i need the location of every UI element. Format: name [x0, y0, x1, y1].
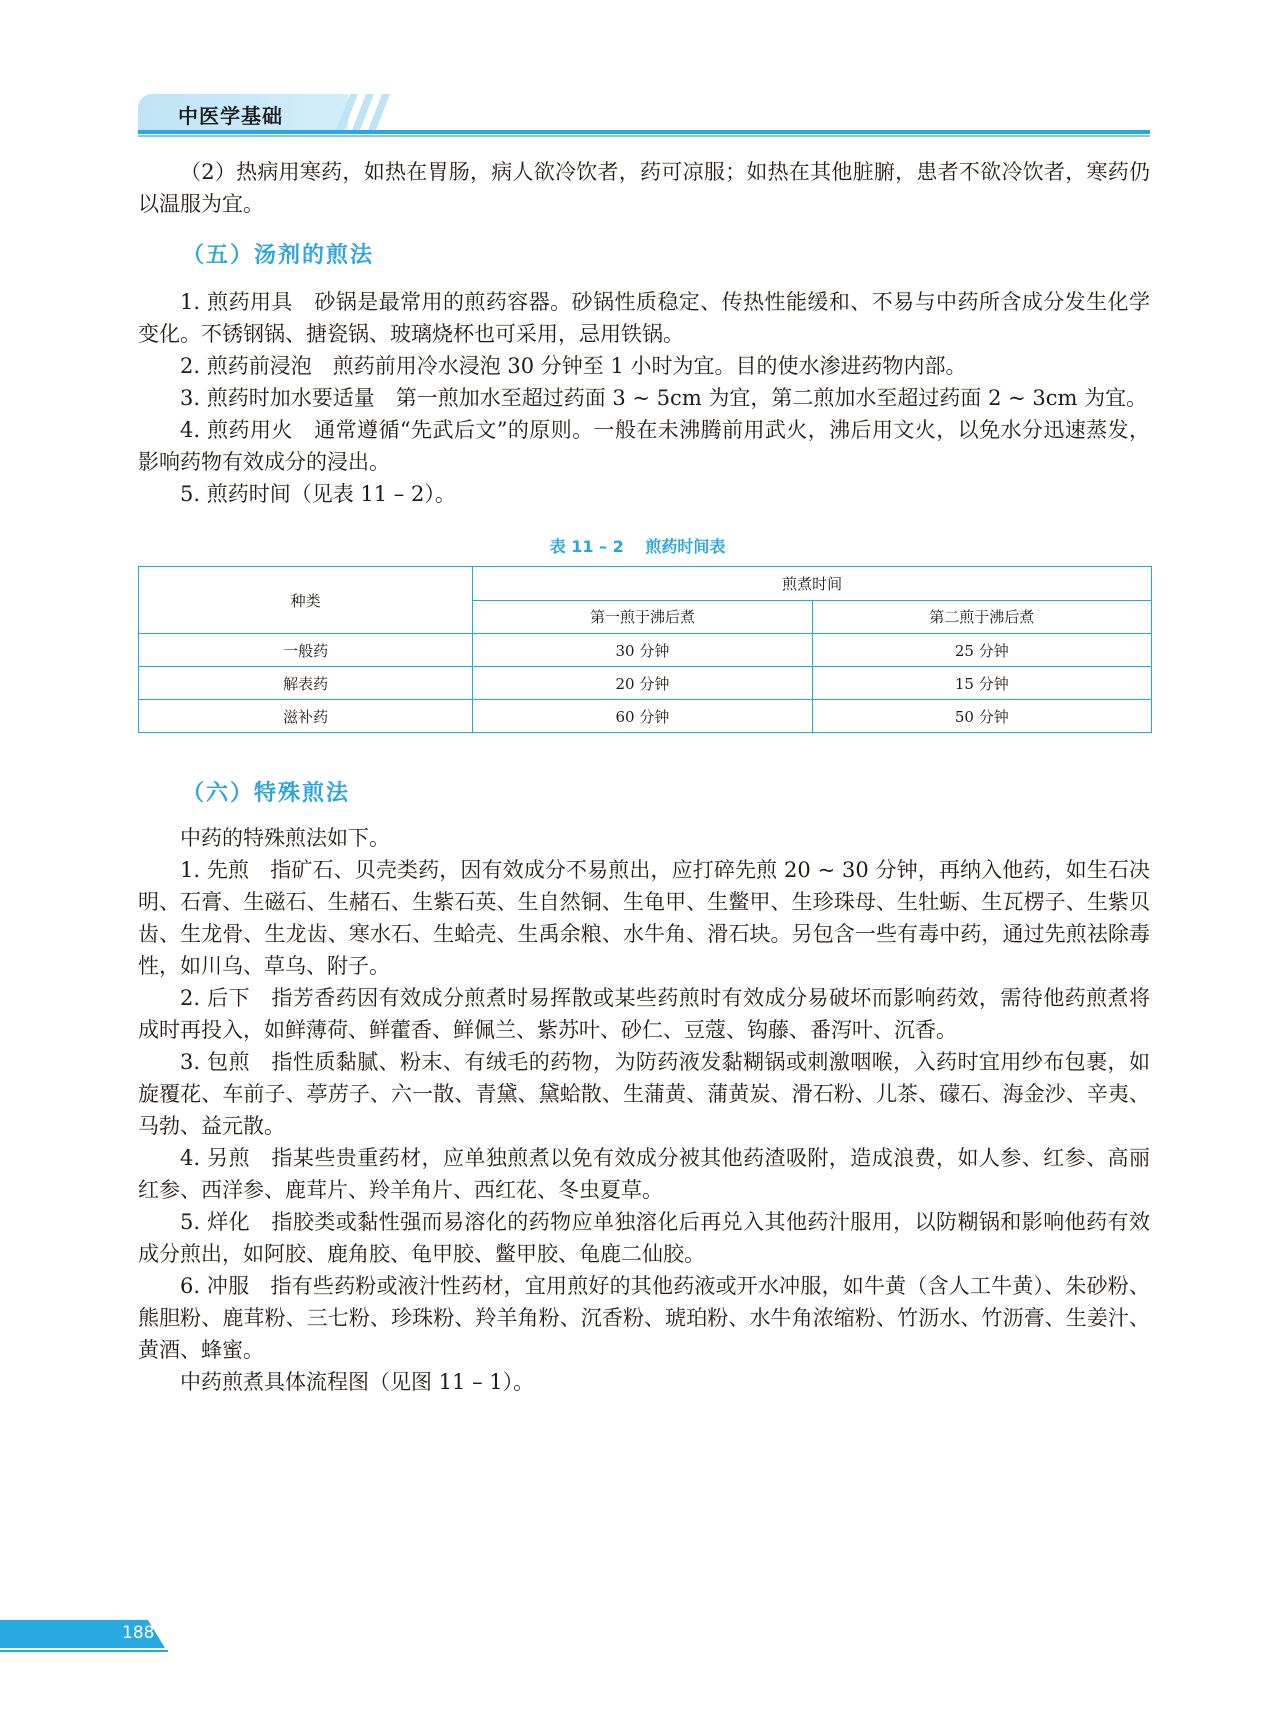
- paragraph: 4. 煎药用火 通常遵循“先武后文”的原则。一般在未沸腾前用武火，沸后用文火，以免水分迅速蒸发，影响药物有效成分的浸出。: [138, 418, 1150, 474]
- header-stripes-decoration: [332, 94, 402, 130]
- section-heading: （五）汤剂的煎法: [182, 242, 375, 268]
- paragraph: 1. 煎药用具 砂锅是最常用的煎药容器。砂锅性质稳定、传热性能缓和、不易与中药所含成分发生化学变化。不锈钢锅、搪瓷锅、玻璃烧杯也可采用，忌用铁锅。: [138, 290, 1150, 346]
- table-caption: [0, 534, 1275, 557]
- paragraph: 2. 煎药前浸泡 煎药前用冷水浸泡 30 分钟至 1 小时为宜。目的使水渗进药物内部。: [180, 354, 967, 378]
- paragraph: 4. 另煎 指某些贵重药材，应单独煎煮以免有效成分被其他药渣吸附，造成浪费，如人参、红参、高丽红参、西洋参、鹿茸片、羚羊角片、西红花、冬虫夏草。: [138, 1146, 1150, 1202]
- paragraph: 2. 后下 指芳香药因有效成分煎煮时易挥散或某些药煎时有效成分易破坏而影响药效，需待他药煎煮将成时再投入，如鲜薄荷、鲜藿香、鲜佩兰、紫苏叶、砂仁、豆蔻、钩藤、番泻叶、沉香。: [138, 986, 1150, 1042]
- table-number: 表 11 – 2: [549, 537, 624, 556]
- paragraph: 5. 烊化 指胶类或黏性强而易溶化的药物应单独溶化后再兑入其他药汁服用，以防糊锅和影响他药有效成分煎出，如阿胶、鹿角胶、龟甲胶、鳖甲胶、龟鹿二仙胶。: [138, 1210, 1150, 1266]
- header-kind: 种类: [139, 567, 473, 634]
- paragraph: 中药的特殊煎法如下。: [180, 826, 390, 850]
- paragraph: （2）热病用寒药，如热在胃肠，病人欲冷饮者，药可凉服；如热在其他脏腑，患者不欲冷饮者，寒药仍以温服为宜。: [138, 160, 1150, 216]
- table-header-row: [139, 567, 1152, 601]
- paragraph: 1. 先煎 指矿石、贝壳类药，因有效成分不易煎出，应打碎先煎 20 ~ 30 分钟，再纳入他药，如生石决明、石膏、生磁石、生赭石、生紫石英、生自然铜、生龟甲、生鳖甲、生珍珠母、生牡蛎、生瓦楞子、生紫贝齿、生龙骨、生龙齿、寒水石、生蛤壳、生禹余粮、水牛角、滑石块。另包含一些有毒中药，通过先煎祛除毒性，如川乌、草乌、附子。: [138, 858, 1150, 978]
- cell-second: 15 分钟: [812, 667, 1151, 700]
- cell-first: 20 分钟: [473, 667, 812, 700]
- paragraph: 6. 冲服 指有些药粉或液汁性药材，宜用煎好的其他药液或开水冲服，如牛黄（含人工牛黄）、朱砂粉、熊胆粉、鹿茸粉、三七粉、珍珠粉、羚羊角粉、沉香粉、琥珀粉、水牛角浓缩粉、竹沥水、竹沥膏、生姜汁、黄酒、蜂蜜。: [138, 1274, 1150, 1362]
- section-heading: （六）特殊煎法: [182, 780, 351, 806]
- paragraph: 中药煎煮具体流程图（见图 11 – 1）。: [180, 1370, 535, 1394]
- table-row: [139, 700, 1152, 733]
- cell-kind: 解表药: [139, 667, 473, 700]
- table-title: 煎药时间表: [645, 537, 726, 556]
- paragraph: 5. 煎药时间（见表 11 – 2）。: [180, 482, 456, 506]
- header-rule-thin: [138, 135, 1150, 137]
- cell-second: 50 分钟: [812, 700, 1151, 733]
- running-header: [0, 0, 1275, 140]
- cell-kind: 滋补药: [139, 700, 473, 733]
- cell-second: 25 分钟: [812, 634, 1151, 667]
- cell-first: 30 分钟: [473, 634, 812, 667]
- paragraph: 3. 包煎 指性质黏腻、粉末、有绒毛的药物，为防药液发黏糊锅或刺激咽喉，入药时宜用纱布包裹，如旋覆花、车前子、葶苈子、六一散、青黛、黛蛤散、生蒲黄、蒲黄炭、滑石粉、儿茶、礞石、海金沙、辛夷、马勃、益元散。: [138, 1050, 1150, 1138]
- header-first-decoction: 第一煎于沸后煮: [473, 600, 812, 634]
- cell-kind: 一般药: [139, 634, 473, 667]
- table-row: [139, 667, 1152, 700]
- book-title: 中医学基础: [178, 104, 283, 128]
- paragraph: 3. 煎药时加水要适量 第一煎加水至超过药面 3 ~ 5cm 为宜，第二煎加水至超过药面 2 ~ 3cm 为宜。: [180, 386, 1148, 410]
- decoction-time-table: [138, 566, 1152, 733]
- header-rule: [138, 130, 1150, 134]
- footer-rule: [0, 1650, 168, 1652]
- table-row: [139, 634, 1152, 667]
- header-time: 煎煮时间: [473, 567, 1152, 601]
- page-number: 188: [122, 1623, 155, 1643]
- header-second-decoction: 第二煎于沸后煮: [812, 600, 1151, 634]
- cell-first: 60 分钟: [473, 700, 812, 733]
